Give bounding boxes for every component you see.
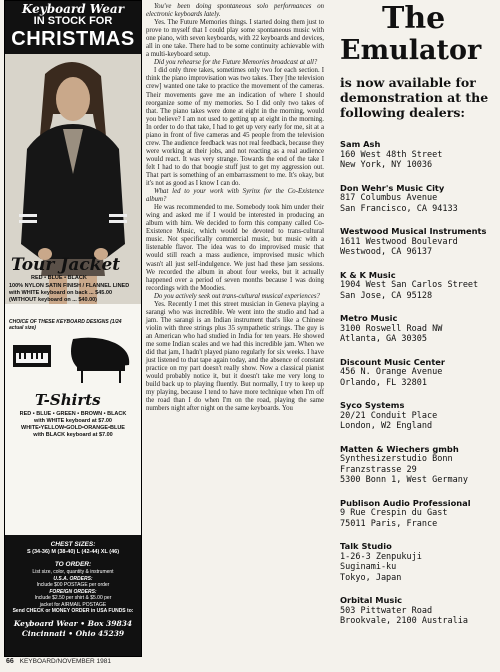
ad-brand: Keyboard Wear: [21, 2, 125, 16]
dealer-list: [340, 139, 500, 639]
jacket-description: [9, 283, 137, 304]
chest-sizes: S (34-36) M (38-40) L (42-44) XL (46): [26, 549, 120, 555]
dealer-entry: [340, 400, 500, 432]
dealer-address-line: 817 Columbus Avenue: [340, 193, 438, 203]
interview-answer: Yes. The Future Memories things. I started doing them just to prove to myself that I could play some spontaneous music with one piano, with seven keyboards, with 22 keyboards and devices, all in one take. There had to be some continuity achievable with a multi-keyboard setup.: [146, 19, 324, 59]
dealer-name: Talk Studio: [340, 541, 392, 551]
dealer-address-line: 75011 Paris, France: [340, 518, 438, 529]
interview-answer: He was recommended to me. Somebody took him under their wing and asked me if I would be interested in producing an album with him. We decided to form this company called Co-Existence Music, which would be devoted to trans-cultural music. Not specifically commercial music, but music with a listenable flavor. The idea was to do improvised music that would still reach a mass audience, improvised music which wasn't all just self-indulgence. We just had these jam sessions. We recorded the album in about four weeks, but it actually happened over a period of seven months because I was doing recordings with the Moodies.: [146, 204, 324, 292]
dealer-address-line: Orlando, FL 32801: [340, 377, 427, 388]
order-heading: TO ORDER:: [54, 561, 92, 568]
order-instructions: [5, 569, 141, 615]
ad-christmas: CHRISTMAS: [11, 28, 135, 50]
interview-question: Did you rehearse for the Future Memories broadcast at all?: [154, 59, 318, 67]
emulator-title: Emulator: [340, 35, 482, 66]
tshirts-title: T-Shirts: [35, 391, 101, 409]
dealer-name: Orbital Music: [340, 595, 403, 605]
tour-jacket-title: Tour Jacket: [11, 255, 121, 275]
interview-article: [146, 3, 324, 413]
ad-header: [5, 1, 141, 54]
emulator-dealer-ad: [330, 0, 498, 660]
dealer-address-line: Brookvale, 2100 Australia: [340, 616, 468, 626]
dealer-address-line: 1-26-3 Zenpukuji: [340, 551, 422, 562]
dealer-name: Publison Audio Professional: [340, 497, 471, 508]
dealer-address-line: London, W2 England: [340, 421, 433, 431]
order-line: U.S.A. ORDERS:: [53, 575, 93, 582]
keyboard-designs-illustration: [11, 331, 137, 385]
dealer-entry: [340, 226, 500, 258]
dealer-address-line: Atlanta, GA 30305: [340, 334, 427, 344]
chest-sizes-heading: CHEST SIZES:: [50, 541, 96, 548]
jacket-desc-line: with WHITE keyboard on back ... $45.00: [9, 290, 113, 296]
interview-question: You've been doing spontaneous solo performances on electronic keyboards lately.: [146, 3, 324, 19]
tshirt-description: [9, 411, 137, 439]
dealer-name: Discount Music Center: [340, 356, 446, 367]
dealer-address-line: Synthesizerstudio Bonn: [340, 454, 453, 464]
dealer-address-line: San Jose, CA 95128: [340, 290, 433, 301]
dealer-address-line: 9 Rue Crespin du Gast: [340, 508, 448, 518]
dealer-entry: [340, 313, 500, 345]
interview-question: Do you actively seek out trans-cultural musical experiences?: [154, 292, 320, 300]
address-line: Cincinnati • Ohio 45239: [21, 628, 125, 638]
ad-mailing-address: [5, 619, 141, 639]
dealer-name: Don Wehr's Music City: [340, 182, 445, 193]
dealer-address-line: San Francisco, CA 94133: [340, 203, 458, 214]
dealer-entry: [340, 498, 500, 530]
order-line: FOREIGN ORDERS:: [49, 588, 97, 595]
dealer-name: Westwood Musical Instruments: [340, 226, 487, 236]
page-number: 66: [6, 658, 14, 665]
dealer-address-line: 5300 Bonn 1, West Germany: [340, 475, 468, 485]
tshirt-desc-line: RED • BLUE • GREEN • BROWN • BLACK: [19, 411, 127, 417]
dealer-address-line: New York, NY 10036: [340, 160, 433, 170]
tshirt-desc-line: with WHITE keyboard at $7.00: [34, 418, 112, 424]
dealer-address-line: Suginami-ku: [340, 562, 397, 572]
order-line: Send CHECK or MONEY ORDER in USA FUNDS to:: [12, 608, 134, 614]
order-line: Include $00 POSTAGE per order: [36, 582, 110, 588]
tshirt-desc-line: WHITE•YELLOW•GOLD•ORANGE•BLUE: [21, 425, 125, 431]
interview-question: What led to your work with Syrinx for the Co-Existence album?: [146, 188, 324, 204]
jacket-desc-line: (WITHOUT keyboard on ... $40.00): [9, 297, 98, 303]
order-line: Include $2.50 per shirt & $5.00 per: [34, 595, 112, 601]
order-line: jacket for AIRMAIL POSTAGE: [39, 601, 107, 608]
dealer-address-line: 20/21 Conduit Place: [340, 410, 438, 421]
dealer-address-line: 160 West 48th Street: [340, 149, 443, 160]
dealer-address-line: 1611 Westwood Boulevard: [340, 236, 458, 247]
dealer-address-line: 503 Pittwater Road: [340, 605, 433, 616]
dealer-entry: [340, 183, 500, 215]
dealer-address-line: 456 N. Orange Avenue: [340, 367, 443, 377]
dealer-entry: [340, 595, 500, 627]
interview-answer: I did only three takes, sometimes only two for each section. I think the piano improvisation was two takes. They [the television crew] wanted one take to practice the movement of the cameras. Their movements gave me an indication of where I should reorganize some of my memories. So I did only two takes of that. The piano takes were done at eight in the morning, would you believe? I am not used to getting up at eight in the morning. In order to do that take, I had to get up very early for me, sit at a piano in front of five cameras and 45 people from the television crew. The audience feedback was not real feedback, because they were working at their jobs, and not reacting as a real audience would react. It was very strange. Towards the end of the take I felt I had to do that boogie stuff just to get my aggression out. That part is something of an embarrassment to me. It's okay, but it's not as good as I know I can do.: [146, 67, 324, 188]
issue-label: KEYBOARD/NOVEMBER 1981: [19, 658, 112, 665]
dealer-address-line: Tokyo, Japan: [340, 572, 402, 583]
page-footer: [6, 658, 111, 665]
ad-in-stock: IN STOCK FOR: [33, 15, 113, 27]
dealer-address-line: 1904 West San Carlos Street: [340, 280, 479, 290]
dealer-address-line: Franzstrasse 29: [340, 464, 417, 475]
dealer-address-line: 3100 Roswell Road NW: [340, 323, 443, 334]
keyboard-wear-ad: [4, 0, 142, 657]
jacket-desc-line: 100% NYLON SATIN FINISH / FLANNEL LINED: [9, 283, 130, 289]
dealer-name: Syco Systems: [340, 400, 405, 410]
dealer-entry: [340, 270, 500, 302]
jacket-colors: RED • BLUE • BLACK: [31, 275, 87, 281]
emulator-title-the: The: [382, 1, 446, 36]
emulator-intro: is now available for demonstration at the following dealers:: [340, 75, 489, 120]
dealer-name: K & K Music: [340, 269, 396, 280]
dealer-address-line: Westwood, CA 96137: [340, 247, 433, 257]
ad-order-info: [5, 535, 141, 656]
dealer-entry: [340, 139, 500, 171]
interview-answer: Yes. Recently I met this street musician in Geneva playing a sarangi who was incredible. We went into the studio and had a jam. The sarangi is an Indian instrument that's like a Chinese violin with three strings plus 35 sympathetic strings. The guy is an American who had studied in India for ten years. He showed me some Indian scales and we had this incredible jam. When we did that jam, I hadn't played piano regularly for six weeks. I have just listened to that tape again today, and the absence of constant practice on my part doesn't really show. Now a classical pianist would probably notice it, but it doesn't take me very long to build back up to playing fluently. But normally, I try to keep up my playing, because I tend to have more technique when I'm off the road than I do when I'm on the road, playing the same numbers night after night on the same keyboards. You: [146, 300, 324, 413]
address-line: Keyboard Wear • Box 39834: [13, 618, 133, 628]
dealer-entry: [340, 357, 500, 389]
design-choice-label: CHOICE OF THESE KEYBOARD DESIGNS (1/24 actual size): [9, 319, 122, 331]
order-line: List size, color, quantity & instrument: [32, 569, 114, 575]
tshirt-desc-line: with BLACK keyboard at $7.00: [33, 432, 113, 438]
dealer-entry: [340, 541, 500, 583]
dealer-name: Metro Music: [340, 313, 398, 323]
dealer-entry: [340, 444, 500, 486]
dealer-name: Sam Ash: [340, 139, 381, 149]
dealer-name: Matten & Wiechers gmbh: [340, 443, 459, 454]
